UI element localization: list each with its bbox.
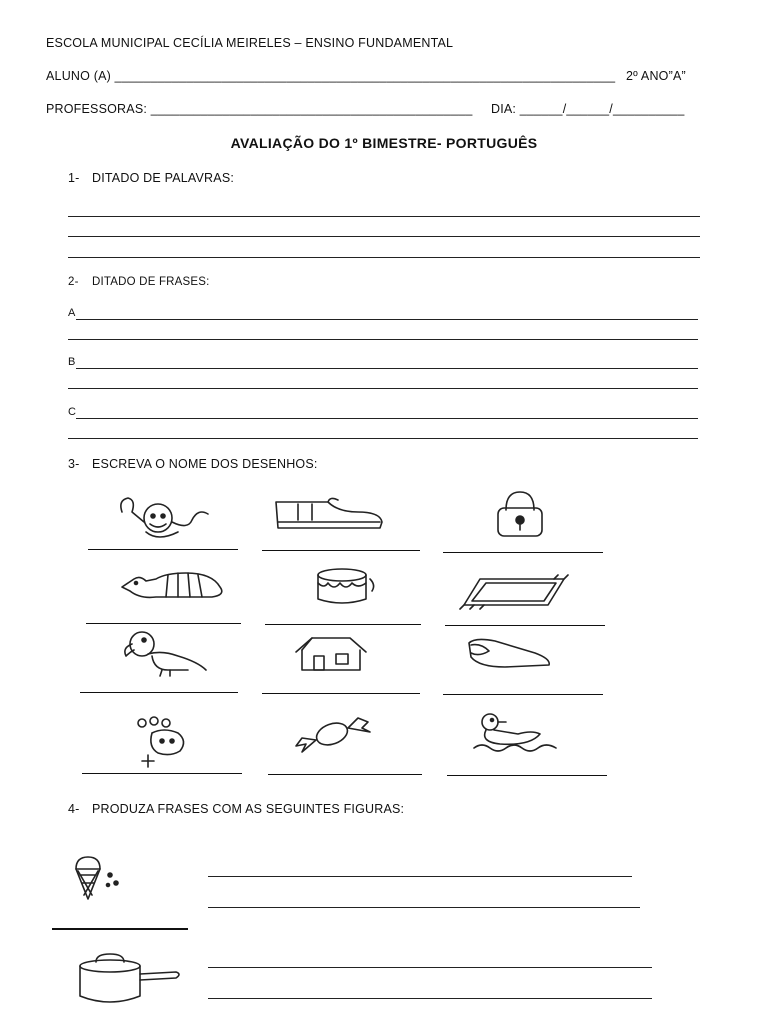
section-3-label: ESCREVA O NOME DOS DESENHOS:: [92, 457, 318, 471]
page-title: AVALIAÇÃO DO 1º BIMESTRE- PORTUGUÊS: [230, 135, 538, 151]
section-1-number: 1-: [68, 171, 80, 185]
date-field[interactable]: DIA: ______/______/__________: [491, 102, 685, 116]
duck-icon: [470, 712, 562, 752]
answer-line[interactable]: [208, 967, 652, 968]
rug-icon: [460, 575, 570, 609]
teachers-field[interactable]: PROFESSORAS: _____________________________________________: [46, 102, 473, 116]
armadillo-icon: [116, 565, 236, 605]
answer-line[interactable]: [445, 625, 605, 626]
answer-line[interactable]: [68, 388, 698, 389]
answer-line[interactable]: [76, 418, 698, 419]
answer-line[interactable]: [68, 216, 700, 217]
section-2-label: DITADO DE FRASES:: [92, 276, 210, 288]
answer-line[interactable]: [208, 998, 652, 999]
sentence-letter-a: A: [68, 307, 76, 319]
answer-line[interactable]: [82, 773, 242, 774]
answer-line[interactable]: [80, 692, 238, 693]
answer-line[interactable]: [76, 368, 698, 369]
section-4-number: 4-: [68, 802, 80, 816]
answer-line[interactable]: [68, 257, 700, 258]
answer-line[interactable]: [443, 552, 603, 553]
section-3-number: 3-: [68, 457, 80, 471]
shoe-icon: [268, 490, 388, 535]
house-icon: [292, 636, 370, 672]
grade-label: 2º ANO”A”: [626, 69, 686, 83]
answer-line[interactable]: [86, 623, 241, 624]
candy-icon: [292, 712, 374, 752]
section-1-label: DITADO DE PALAVRAS:: [92, 171, 235, 185]
section-4-label: PRODUZA FRASES COM AS SEGUINTES FIGURAS:: [92, 802, 405, 816]
answer-line[interactable]: [262, 550, 420, 551]
student-name-field[interactable]: ALUNO (A) ______________________________________________________________________: [46, 69, 616, 83]
cake-icon: [312, 565, 378, 607]
pot-icon: [76, 950, 186, 1010]
finger-icon: [465, 635, 555, 675]
monkey-icon: [108, 492, 218, 544]
school-name: ESCOLA MUNICIPAL CECÍLIA MEIRELES – ENSINO FUNDAMENTAL: [46, 36, 454, 50]
padlock-icon: [490, 488, 550, 540]
answer-line[interactable]: [68, 236, 700, 237]
answer-line[interactable]: [208, 907, 640, 908]
sentence-letter-c: C: [68, 406, 77, 418]
answer-line[interactable]: [76, 319, 698, 320]
answer-line[interactable]: [447, 775, 607, 776]
section-2-number: 2-: [68, 276, 79, 288]
sentence-letter-b: B: [68, 356, 76, 368]
answer-line[interactable]: [268, 774, 422, 775]
answer-line[interactable]: [68, 438, 698, 439]
answer-line[interactable]: [208, 876, 632, 877]
answer-line[interactable]: [262, 693, 420, 694]
answer-line[interactable]: [443, 694, 603, 695]
answer-line[interactable]: [68, 339, 698, 340]
ice-cream-icon: [70, 855, 132, 905]
parrot-icon: [118, 626, 210, 676]
answer-line[interactable]: [88, 549, 238, 550]
cow-icon: [130, 715, 200, 767]
answer-line[interactable]: [265, 624, 421, 625]
figure-divider: [52, 928, 188, 930]
